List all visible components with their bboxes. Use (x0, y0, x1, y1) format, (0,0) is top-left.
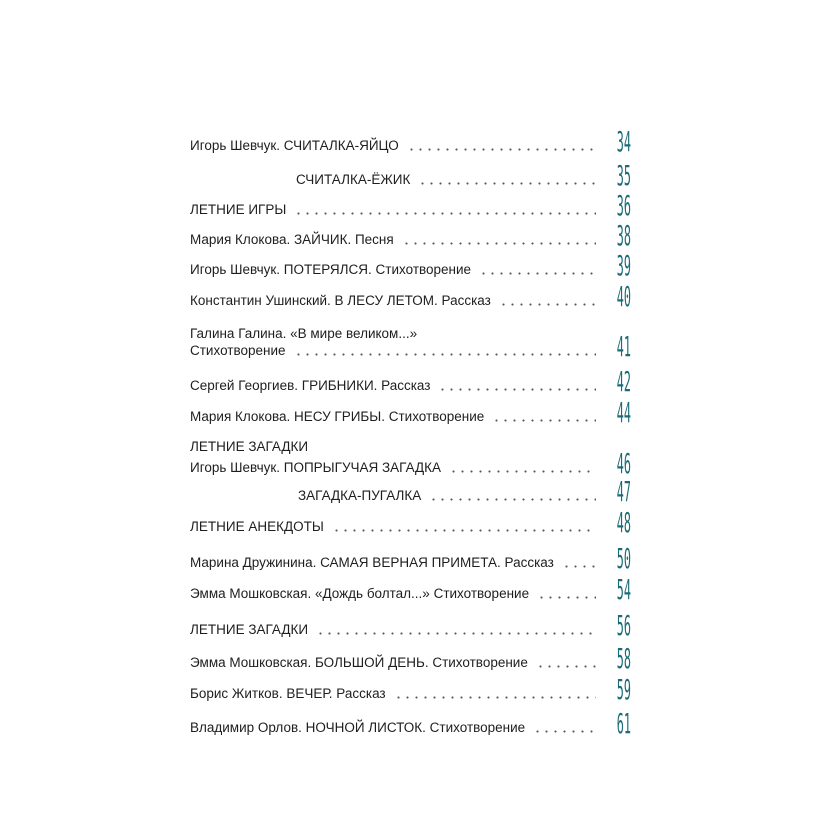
leader-dots (316, 632, 596, 635)
toc-entry-title: Мария Клокова. ЗАЙЧИК. Песня (190, 232, 394, 247)
leader-dots (533, 730, 596, 733)
toc-entry (190, 670, 631, 706)
section-heading: ЛЕТНИЕ ЗАГАДКИ (190, 439, 309, 454)
leader-dots (499, 303, 596, 306)
leader-dots (562, 565, 596, 568)
toc-entry-page: 40 (616, 280, 631, 313)
toc-entry (190, 503, 631, 539)
toc-entry-title-line1: Галина Галина. «В мире великом...» (190, 326, 418, 341)
toc-entry-title: Мария Клокова. НЕСУ ГРИБЫ. Стихотворение (190, 409, 485, 424)
toc-entry-page: 47 (616, 475, 631, 508)
toc-entry (190, 606, 631, 642)
leader-dots (332, 529, 596, 532)
toc-entry-title: Эмма Мошковская. «Дождь болтал...» Стихотворение (190, 586, 530, 601)
leader-dots (492, 419, 596, 422)
toc-entry-page: 39 (616, 249, 631, 282)
toc-entry (190, 539, 631, 575)
toc-entry (190, 186, 631, 222)
toc-entry-title: Борис Житков. ВЕЧЕР. Рассказ (190, 686, 386, 701)
leader-dots (418, 182, 596, 185)
toc-entry-page: 34 (616, 125, 631, 158)
toc-entry-title: Стихотворение (190, 343, 286, 358)
leader-dots (294, 212, 596, 215)
toc-entry-page: 56 (616, 609, 631, 642)
toc-entry-page: 48 (616, 506, 631, 539)
leader-dots (394, 696, 596, 699)
toc-entry-title: Сергей Георгиев. ГРИБНИКИ. Рассказ (190, 378, 431, 393)
leader-dots (536, 665, 596, 668)
toc-entry-page: 44 (616, 396, 631, 429)
toc-entry-page: 54 (616, 573, 631, 606)
leader-dots (479, 272, 596, 275)
leader-dots (407, 148, 596, 151)
toc-entry (190, 362, 631, 398)
toc-entry-page: 50 (616, 542, 631, 575)
toc-entry-title: Константин Ушинский. В ЛЕСУ ЛЕТОМ. Рассказ (190, 293, 491, 308)
toc-entry-title: ЗАГАДКА-ПУГАЛКА (298, 488, 422, 503)
toc-entry-title: Игорь Шевчук. СЧИТАЛКА-ЯЙЦО (190, 138, 399, 153)
toc-entry (190, 216, 631, 252)
toc-entry-title: Игорь Шевчук. ПОПРЫГУЧАЯ ЗАГАДКА (190, 460, 442, 475)
toc-entry-title: ЛЕТНИЕ ЗАГАДКИ (190, 622, 309, 637)
toc-entry-page: 36 (616, 189, 631, 222)
toc-entry-page: 41 (616, 330, 631, 363)
toc-entry-page: 58 (616, 642, 631, 675)
toc-entry-title: Игорь Шевчук. ПОТЕРЯЛСЯ. Стихотворение (190, 262, 472, 277)
leader-dots (429, 498, 596, 501)
leader-dots (294, 353, 596, 356)
toc-entry-title: ЛЕТНИЕ АНЕКДОТЫ (190, 519, 324, 534)
toc-entry-title: Марина Дружинина. САМАЯ ВЕРНАЯ ПРИМЕТА. Рассказ (190, 555, 554, 570)
toc-entry (190, 393, 631, 429)
toc-entry (190, 277, 631, 313)
toc-entry-title: Владимир Орлов. НОЧНОЙ ЛИСТОК. Стихотворение (190, 720, 526, 735)
toc-entry (190, 325, 631, 363)
toc-entry-page: 35 (616, 159, 631, 192)
leader-dots (402, 242, 596, 245)
toc-entry (190, 570, 631, 606)
toc-entry (190, 246, 631, 282)
toc-entry-title: Эмма Мошковская. БОЛЬШОЙ ДЕНЬ. Стихотворение (190, 655, 528, 670)
toc-entry (190, 122, 631, 158)
toc-entry-page: 61 (616, 707, 631, 740)
leader-dots (537, 596, 596, 599)
toc-entry (190, 156, 631, 192)
toc-entry-title: СЧИТАЛКА-ЁЖИК (296, 172, 411, 187)
leader-dots (438, 388, 596, 391)
toc-entry-title: ЛЕТНИЕ ИГРЫ (190, 202, 287, 217)
toc-entry-page: 46 (616, 447, 631, 480)
toc-entry (190, 704, 631, 740)
toc-entry-page: 38 (616, 219, 631, 252)
toc-entry-page: 59 (616, 673, 631, 706)
toc-entry (190, 639, 631, 675)
toc-entry-page: 42 (616, 365, 631, 398)
toc-entry (190, 472, 631, 508)
